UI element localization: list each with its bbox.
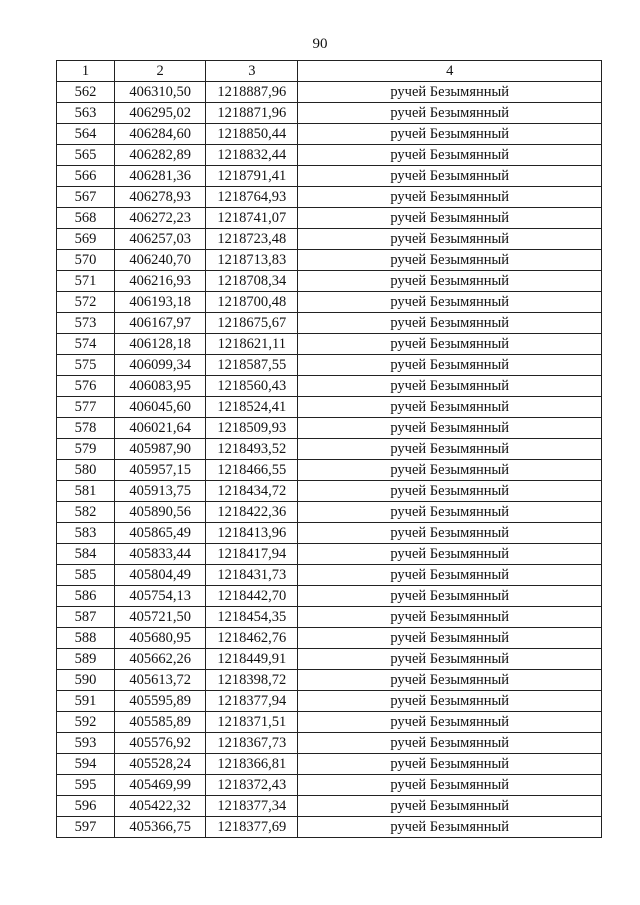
description-cell: ручей Безымянный bbox=[298, 460, 602, 481]
description-cell: ручей Безымянный bbox=[298, 607, 602, 628]
description-cell: ручей Безымянный bbox=[298, 250, 602, 271]
description-cell: ручей Безымянный bbox=[298, 271, 602, 292]
table-body bbox=[57, 82, 602, 838]
y-coordinate-cell: 1218417,94 bbox=[206, 544, 298, 565]
description-cell: ручей Безымянный bbox=[298, 670, 602, 691]
point-number-cell: 574 bbox=[57, 334, 115, 355]
description-cell: ручей Безымянный bbox=[298, 208, 602, 229]
description-cell: ручей Безымянный bbox=[298, 124, 602, 145]
table-row bbox=[57, 397, 602, 418]
x-coordinate-cell: 406240,70 bbox=[115, 250, 206, 271]
y-coordinate-cell: 1218621,11 bbox=[206, 334, 298, 355]
description-cell: ручей Безымянный bbox=[298, 691, 602, 712]
description-cell: ручей Безымянный bbox=[298, 418, 602, 439]
description-cell: ручей Безымянный bbox=[298, 187, 602, 208]
y-coordinate-cell: 1218431,73 bbox=[206, 565, 298, 586]
point-number-cell: 582 bbox=[57, 502, 115, 523]
y-coordinate-cell: 1218723,48 bbox=[206, 229, 298, 250]
x-coordinate-cell: 406083,95 bbox=[115, 376, 206, 397]
point-number-cell: 596 bbox=[57, 796, 115, 817]
point-number-cell: 585 bbox=[57, 565, 115, 586]
description-cell: ручей Безымянный bbox=[298, 754, 602, 775]
point-number-cell: 562 bbox=[57, 82, 115, 103]
description-cell: ручей Безымянный bbox=[298, 334, 602, 355]
table-row bbox=[57, 229, 602, 250]
y-coordinate-cell: 1218741,07 bbox=[206, 208, 298, 229]
table-row bbox=[57, 544, 602, 565]
y-coordinate-cell: 1218560,43 bbox=[206, 376, 298, 397]
x-coordinate-cell: 406021,64 bbox=[115, 418, 206, 439]
table-row bbox=[57, 166, 602, 187]
point-number-cell: 588 bbox=[57, 628, 115, 649]
y-coordinate-cell: 1218700,48 bbox=[206, 292, 298, 313]
y-coordinate-cell: 1218454,35 bbox=[206, 607, 298, 628]
table-row bbox=[57, 145, 602, 166]
header-cell-y: 3 bbox=[206, 61, 298, 82]
table-row bbox=[57, 649, 602, 670]
table-row bbox=[57, 670, 602, 691]
point-number-cell: 593 bbox=[57, 733, 115, 754]
point-number-cell: 563 bbox=[57, 103, 115, 124]
x-coordinate-cell: 405366,75 bbox=[115, 817, 206, 838]
x-coordinate-cell: 406282,89 bbox=[115, 145, 206, 166]
point-number-cell: 577 bbox=[57, 397, 115, 418]
table-row bbox=[57, 733, 602, 754]
table-row bbox=[57, 355, 602, 376]
x-coordinate-cell: 406128,18 bbox=[115, 334, 206, 355]
description-cell: ручей Безымянный bbox=[298, 397, 602, 418]
y-coordinate-cell: 1218462,76 bbox=[206, 628, 298, 649]
description-cell: ручей Безымянный bbox=[298, 481, 602, 502]
point-number-cell: 579 bbox=[57, 439, 115, 460]
description-cell: ручей Безымянный bbox=[298, 229, 602, 250]
description-cell: ручей Безымянный bbox=[298, 376, 602, 397]
point-number-cell: 586 bbox=[57, 586, 115, 607]
x-coordinate-cell: 405890,56 bbox=[115, 502, 206, 523]
x-coordinate-cell: 406272,23 bbox=[115, 208, 206, 229]
point-number-cell: 565 bbox=[57, 145, 115, 166]
y-coordinate-cell: 1218372,43 bbox=[206, 775, 298, 796]
table-row bbox=[57, 628, 602, 649]
x-coordinate-cell: 406281,36 bbox=[115, 166, 206, 187]
table-row bbox=[57, 775, 602, 796]
point-number-cell: 572 bbox=[57, 292, 115, 313]
table-row bbox=[57, 250, 602, 271]
y-coordinate-cell: 1218434,72 bbox=[206, 481, 298, 502]
point-number-cell: 587 bbox=[57, 607, 115, 628]
table-row bbox=[57, 502, 602, 523]
x-coordinate-cell: 406193,18 bbox=[115, 292, 206, 313]
description-cell: ручей Безымянный bbox=[298, 292, 602, 313]
x-coordinate-cell: 405422,32 bbox=[115, 796, 206, 817]
page-number: 90 bbox=[312, 36, 328, 52]
description-cell: ручей Безымянный bbox=[298, 502, 602, 523]
x-coordinate-cell: 406099,34 bbox=[115, 355, 206, 376]
y-coordinate-cell: 1218449,91 bbox=[206, 649, 298, 670]
coordinates-table bbox=[56, 60, 602, 838]
y-coordinate-cell: 1218887,96 bbox=[206, 82, 298, 103]
x-coordinate-cell: 405833,44 bbox=[115, 544, 206, 565]
point-number-cell: 570 bbox=[57, 250, 115, 271]
y-coordinate-cell: 1218442,70 bbox=[206, 586, 298, 607]
table-row bbox=[57, 187, 602, 208]
y-coordinate-cell: 1218422,36 bbox=[206, 502, 298, 523]
header-cell-x: 2 bbox=[115, 61, 206, 82]
y-coordinate-cell: 1218367,73 bbox=[206, 733, 298, 754]
x-coordinate-cell: 405528,24 bbox=[115, 754, 206, 775]
header-cell-point-number: 1 bbox=[57, 61, 115, 82]
point-number-cell: 595 bbox=[57, 775, 115, 796]
table-row bbox=[57, 817, 602, 838]
point-number-cell: 581 bbox=[57, 481, 115, 502]
description-cell: ручей Безымянный bbox=[298, 649, 602, 670]
table-row bbox=[57, 565, 602, 586]
point-number-cell: 575 bbox=[57, 355, 115, 376]
description-cell: ручей Безымянный bbox=[298, 586, 602, 607]
point-number-cell: 576 bbox=[57, 376, 115, 397]
table-row bbox=[57, 124, 602, 145]
point-number-cell: 589 bbox=[57, 649, 115, 670]
x-coordinate-cell: 406167,97 bbox=[115, 313, 206, 334]
table-row bbox=[57, 607, 602, 628]
point-number-cell: 592 bbox=[57, 712, 115, 733]
x-coordinate-cell: 405987,90 bbox=[115, 439, 206, 460]
point-number-cell: 578 bbox=[57, 418, 115, 439]
point-number-cell: 594 bbox=[57, 754, 115, 775]
description-cell: ручей Безымянный bbox=[298, 796, 602, 817]
y-coordinate-cell: 1218377,69 bbox=[206, 817, 298, 838]
point-number-cell: 569 bbox=[57, 229, 115, 250]
table-row bbox=[57, 481, 602, 502]
description-cell: ручей Безымянный bbox=[298, 145, 602, 166]
x-coordinate-cell: 406045,60 bbox=[115, 397, 206, 418]
point-number-cell: 566 bbox=[57, 166, 115, 187]
table-row bbox=[57, 376, 602, 397]
description-cell: ручей Безымянный bbox=[298, 544, 602, 565]
x-coordinate-cell: 406295,02 bbox=[115, 103, 206, 124]
description-cell: ручей Безымянный bbox=[298, 82, 602, 103]
table-row bbox=[57, 460, 602, 481]
y-coordinate-cell: 1218377,94 bbox=[206, 691, 298, 712]
table-row bbox=[57, 712, 602, 733]
y-coordinate-cell: 1218466,55 bbox=[206, 460, 298, 481]
y-coordinate-cell: 1218871,96 bbox=[206, 103, 298, 124]
y-coordinate-cell: 1218850,44 bbox=[206, 124, 298, 145]
table-row bbox=[57, 418, 602, 439]
point-number-cell: 580 bbox=[57, 460, 115, 481]
y-coordinate-cell: 1218398,72 bbox=[206, 670, 298, 691]
description-cell: ручей Безымянный bbox=[298, 733, 602, 754]
x-coordinate-cell: 405613,72 bbox=[115, 670, 206, 691]
y-coordinate-cell: 1218509,93 bbox=[206, 418, 298, 439]
table-row bbox=[57, 82, 602, 103]
point-number-cell: 568 bbox=[57, 208, 115, 229]
y-coordinate-cell: 1218524,41 bbox=[206, 397, 298, 418]
table-row bbox=[57, 754, 602, 775]
point-number-cell: 584 bbox=[57, 544, 115, 565]
y-coordinate-cell: 1218675,67 bbox=[206, 313, 298, 334]
table-row bbox=[57, 208, 602, 229]
description-cell: ручей Безымянный bbox=[298, 565, 602, 586]
y-coordinate-cell: 1218493,52 bbox=[206, 439, 298, 460]
description-cell: ручей Безымянный bbox=[298, 103, 602, 124]
description-cell: ручей Безымянный bbox=[298, 712, 602, 733]
description-cell: ручей Безымянный bbox=[298, 628, 602, 649]
description-cell: ручей Безымянный bbox=[298, 523, 602, 544]
table-row bbox=[57, 796, 602, 817]
table-row bbox=[57, 334, 602, 355]
description-cell: ручей Безымянный bbox=[298, 166, 602, 187]
table-row bbox=[57, 439, 602, 460]
point-number-cell: 571 bbox=[57, 271, 115, 292]
table-row bbox=[57, 586, 602, 607]
y-coordinate-cell: 1218366,81 bbox=[206, 754, 298, 775]
point-number-cell: 597 bbox=[57, 817, 115, 838]
x-coordinate-cell: 405957,15 bbox=[115, 460, 206, 481]
y-coordinate-cell: 1218832,44 bbox=[206, 145, 298, 166]
description-cell: ручей Безымянный bbox=[298, 355, 602, 376]
point-number-cell: 591 bbox=[57, 691, 115, 712]
x-coordinate-cell: 406310,50 bbox=[115, 82, 206, 103]
x-coordinate-cell: 405585,89 bbox=[115, 712, 206, 733]
y-coordinate-cell: 1218377,34 bbox=[206, 796, 298, 817]
y-coordinate-cell: 1218587,55 bbox=[206, 355, 298, 376]
table-row bbox=[57, 691, 602, 712]
x-coordinate-cell: 405469,99 bbox=[115, 775, 206, 796]
table-header-row bbox=[57, 61, 602, 82]
y-coordinate-cell: 1218413,96 bbox=[206, 523, 298, 544]
table-row bbox=[57, 523, 602, 544]
description-cell: ручей Безымянный bbox=[298, 439, 602, 460]
y-coordinate-cell: 1218791,41 bbox=[206, 166, 298, 187]
description-cell: ручей Безымянный bbox=[298, 313, 602, 334]
point-number-cell: 564 bbox=[57, 124, 115, 145]
table-row bbox=[57, 103, 602, 124]
y-coordinate-cell: 1218764,93 bbox=[206, 187, 298, 208]
x-coordinate-cell: 405680,95 bbox=[115, 628, 206, 649]
table-row bbox=[57, 271, 602, 292]
y-coordinate-cell: 1218708,34 bbox=[206, 271, 298, 292]
x-coordinate-cell: 406257,03 bbox=[115, 229, 206, 250]
point-number-cell: 573 bbox=[57, 313, 115, 334]
y-coordinate-cell: 1218371,51 bbox=[206, 712, 298, 733]
x-coordinate-cell: 405865,49 bbox=[115, 523, 206, 544]
y-coordinate-cell: 1218713,83 bbox=[206, 250, 298, 271]
x-coordinate-cell: 406284,60 bbox=[115, 124, 206, 145]
table-row bbox=[57, 313, 602, 334]
x-coordinate-cell: 405721,50 bbox=[115, 607, 206, 628]
header-cell-description: 4 bbox=[298, 61, 602, 82]
description-cell: ручей Безымянный bbox=[298, 817, 602, 838]
x-coordinate-cell: 405754,13 bbox=[115, 586, 206, 607]
table-row bbox=[57, 292, 602, 313]
description-cell: ручей Безымянный bbox=[298, 775, 602, 796]
x-coordinate-cell: 406216,93 bbox=[115, 271, 206, 292]
x-coordinate-cell: 405576,92 bbox=[115, 733, 206, 754]
x-coordinate-cell: 405804,49 bbox=[115, 565, 206, 586]
point-number-cell: 567 bbox=[57, 187, 115, 208]
point-number-cell: 583 bbox=[57, 523, 115, 544]
x-coordinate-cell: 406278,93 bbox=[115, 187, 206, 208]
x-coordinate-cell: 405595,89 bbox=[115, 691, 206, 712]
x-coordinate-cell: 405913,75 bbox=[115, 481, 206, 502]
x-coordinate-cell: 405662,26 bbox=[115, 649, 206, 670]
point-number-cell: 590 bbox=[57, 670, 115, 691]
